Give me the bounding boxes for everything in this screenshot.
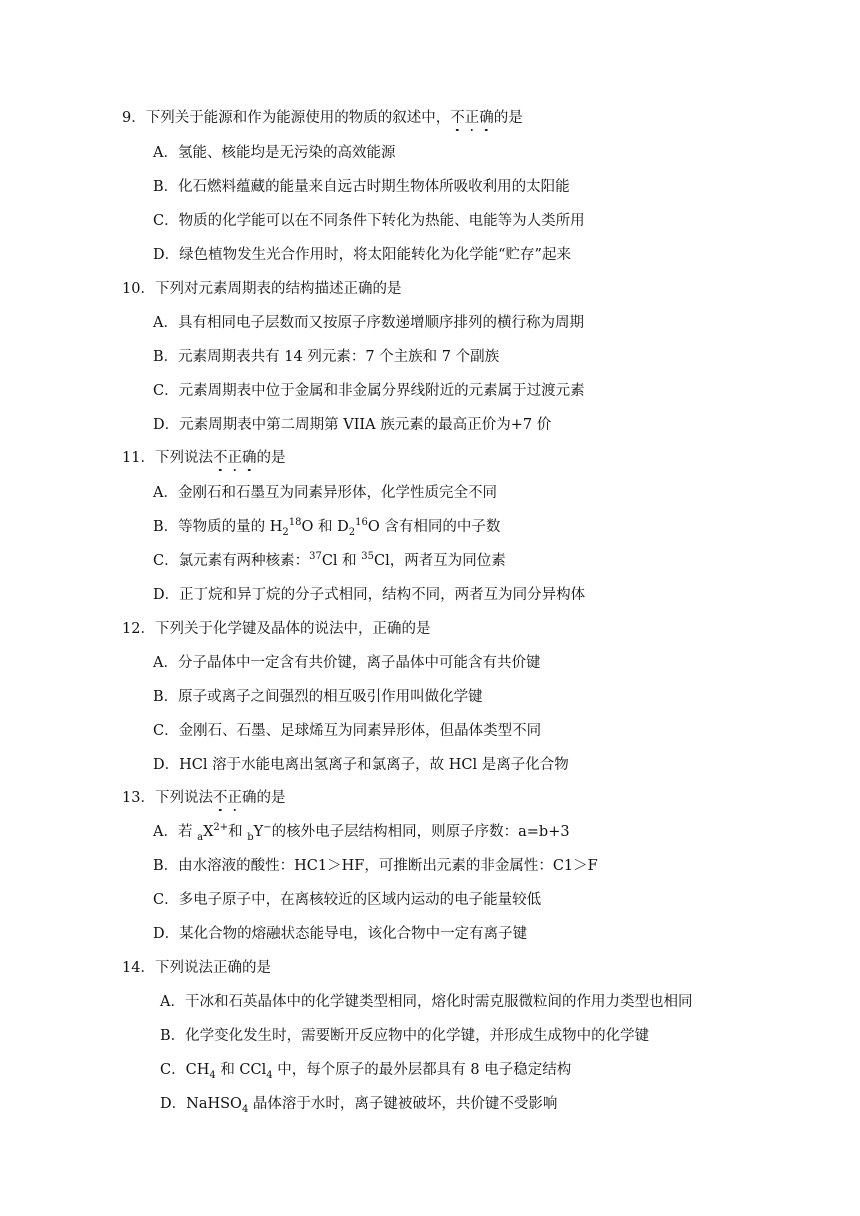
question-12-stem: 12．下列关于化学键及晶体的说法中，正确的是 <box>122 621 431 637</box>
question-11-option-a: A．金刚石和石墨互为同素异形体，化学性质完全不同 <box>153 485 497 501</box>
question-number: 11． <box>122 450 155 466</box>
question-13-option-b: B．由水溶液的酸性：HC1＞HF，可推断出元素的非金属性：C1＞F <box>153 858 598 874</box>
question-14-option-d: D．NaHSO$_4$ 晶体溶于水时，离子键被破坏，共价键不受影响 <box>160 1096 558 1115</box>
question-9-stem: 9．下列关于能源和作为能源使用的物质的叙述中，不正确的是 <box>122 110 523 126</box>
question-9-option-d: D．绿色植物发生光合作用时，将太阳能转化为化学能“贮存”起来 <box>153 247 571 263</box>
question-12-option-b: B．原子或离子之间强烈的相互吸引作用叫做化学键 <box>153 689 483 705</box>
emphasis-char: 确 <box>479 110 494 126</box>
emphasis-char: 不 <box>450 110 465 126</box>
question-13-stem: 13．下列说法不正确的是 <box>122 790 286 806</box>
question-10-option-a: A．具有相同电子层数而又按原子序数递增顺序排列的横行称为周期 <box>153 315 584 331</box>
question-14-option-b: B．化学变化发生时，需要断开反应物中的化学键，并形成生成物中的化学键 <box>160 1028 650 1044</box>
emphasis-char: 正 <box>227 790 242 806</box>
question-14-option-c: C．$CH_4$ 和 CCl$_4$ 中，每个原子的最外层都具有 8 电子稳定结构 <box>160 1062 572 1081</box>
question-12-option-a: A．分子晶体中一定含有共价键，离子晶体中可能含有共价键 <box>153 655 541 671</box>
emphasis-char: 确 <box>241 450 257 466</box>
question-number: 13． <box>122 790 155 806</box>
question-10-stem: 10．下列对元素周期表的结构描述正确的是 <box>122 281 402 297</box>
emphasis-char: 不 <box>212 450 228 466</box>
question-9-option-c: C．物质的化学能可以在不同条件下转化为热能、电能等为人类所用 <box>153 213 585 229</box>
question-12-option-d: D．HCl 溶于水能电离出氢离子和氯离子，故 HCl 是离子化合物 <box>153 757 569 773</box>
question-11-option-d: D．正丁烷和异丁烷的分子式相同，结构不同，两者互为同分异构体 <box>153 587 586 603</box>
question-13-option-c: C．多电子原子中，在离核较近的区域内运动的电子能量较低 <box>153 892 542 908</box>
emphasis-char: 正 <box>464 110 480 126</box>
question-10-option-b: B．元素周期表共有 14 列元素：7 个主族和 7 个副族 <box>153 349 500 365</box>
question-10-option-c: C．元素周期表中位于金属和非金属分界线附近的元素属于过渡元素 <box>153 383 585 399</box>
question-number: 9． <box>122 110 146 126</box>
question-10-option-d: D．元素周期表中第二周期第 VIIA 族元素的最高正价为+7 价 <box>153 417 552 433</box>
question-9-option-a: A．氢能、核能均是无污染的高效能源 <box>153 145 396 161</box>
question-13-option-d: D．某化合物的熔融状态能导电，该化合物中一定有离子键 <box>153 926 528 942</box>
question-11-stem: 11．下列说法不正确的是 <box>122 450 286 466</box>
question-13-option-a: A．若 $_aX^{2+}$和 $_b$Y−的核外电子层结构相同，则原子序数：a=b+3 <box>153 822 570 843</box>
question-14-option-a: A．干冰和石英晶体中的化学键类型相同，熔化时需克服微粒间的作用力类型也相同 <box>160 994 693 1010</box>
emphasis-char: 不 <box>212 790 228 806</box>
question-11-option-b: B．等物质的量的 $H_2^{18}O$ 和 $D_2^{16}O$ 含有相同的中子数 <box>153 517 501 538</box>
question-12-option-c: C．金刚石、石墨、足球烯互为同素异形体，但晶体类型不同 <box>153 723 542 739</box>
question-11-option-c: C．氯元素有两种核素：$^{37}$Cl 和 $^{35}$Cl，两者互为同位素 <box>153 551 506 569</box>
question-14-stem: 14．下列说法正确的是 <box>122 960 271 976</box>
question-number: 10． <box>122 281 155 297</box>
question-9-option-b: B．化石燃料蕴藏的能量来自远古时期生物体所吸收利用的太阳能 <box>153 179 570 195</box>
question-number: 14． <box>122 960 155 976</box>
question-number: 12． <box>122 621 155 637</box>
emphasis-char: 正 <box>227 450 242 466</box>
